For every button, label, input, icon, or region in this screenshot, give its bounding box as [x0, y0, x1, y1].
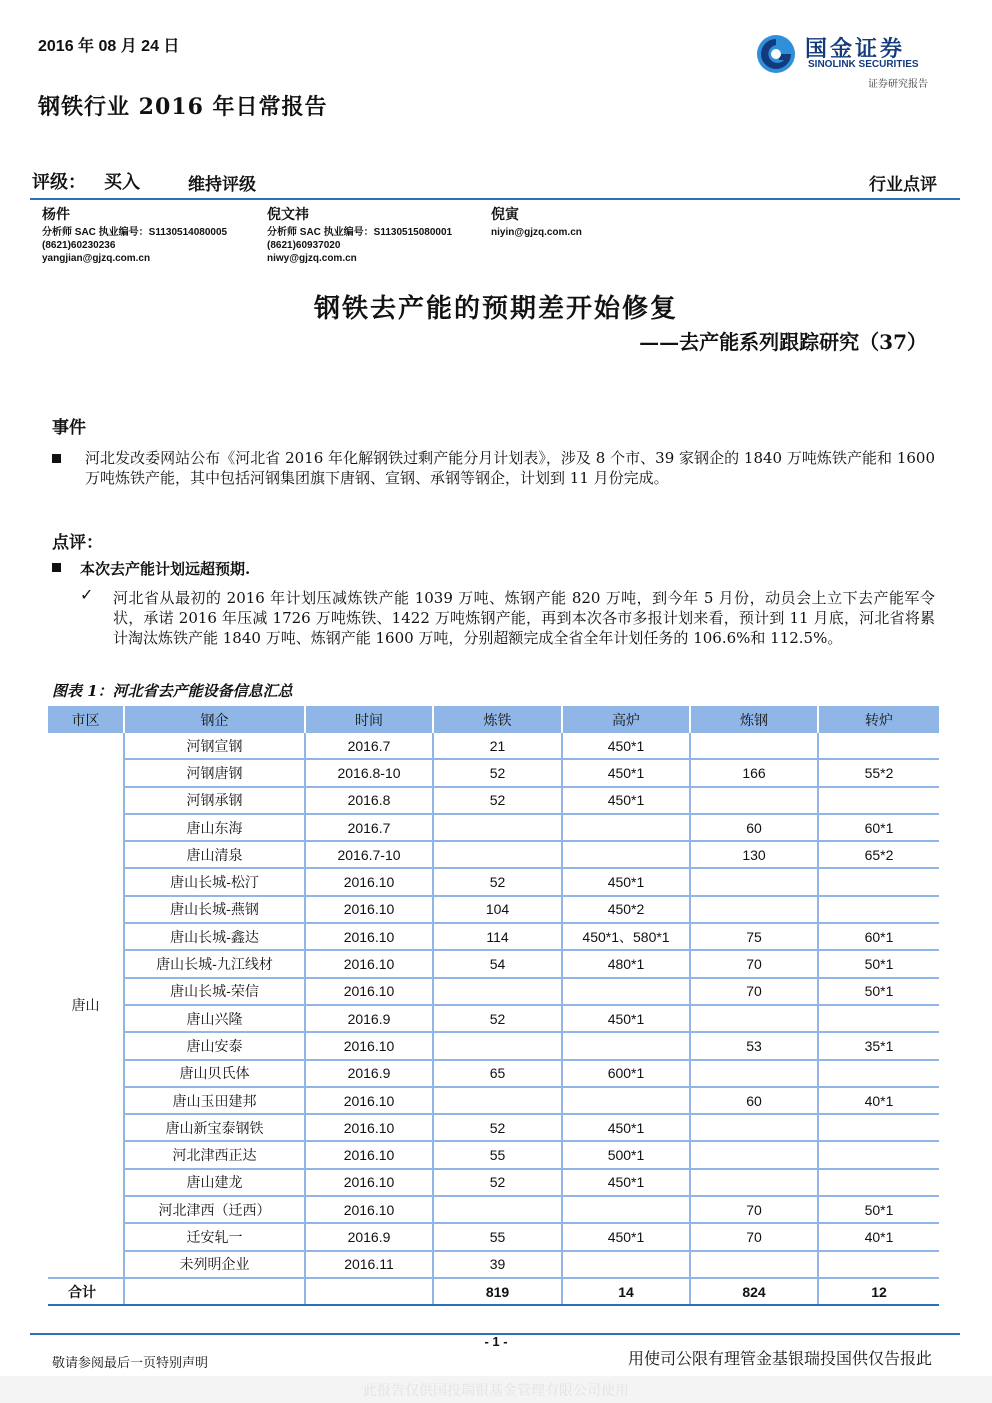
rating-value: 买入 [104, 172, 140, 193]
value-cell [818, 1060, 939, 1087]
company-cell: 唐山建龙 [124, 1169, 305, 1196]
city-cell: 唐山 [48, 733, 124, 1278]
comment-heading: 点评： [52, 533, 103, 553]
value-cell [433, 1087, 562, 1114]
company-cell: 河钢宣钢 [124, 733, 305, 759]
watermark-text: 此报告仅供国投瑞银基金管理有限公司使用 [363, 1383, 629, 1399]
value-cell: 2016.7 [305, 814, 433, 841]
table-row [48, 841, 939, 868]
value-cell: 50*1 [818, 950, 939, 977]
company-cell: 河北津西正达 [124, 1141, 305, 1168]
value-cell: 50*1 [818, 978, 939, 1005]
value-cell [562, 814, 690, 841]
value-cell [562, 841, 690, 868]
value-cell: 450*1 [562, 868, 690, 895]
value-cell [562, 978, 690, 1005]
analyst-email[interactable]: yangjian@gjzq.com.cn [42, 253, 151, 264]
table-row [48, 1251, 939, 1278]
value-cell: 450*1 [562, 787, 690, 814]
analyst-sac: 分析师 SAC 执业编号：S1130515080001 [267, 227, 453, 238]
total-cell [124, 1278, 305, 1305]
value-cell: 2016.10 [305, 1141, 433, 1168]
value-cell: 40*1 [818, 1223, 939, 1250]
value-cell: 2016.10 [305, 1032, 433, 1059]
logo-mark-icon [755, 33, 797, 75]
table-header-row [48, 706, 939, 733]
company-cell: 唐山贝氏体 [124, 1060, 305, 1087]
analyst-name: 倪寅 [491, 207, 519, 223]
value-cell: 500*1 [562, 1141, 690, 1168]
column-header: 时间 [305, 706, 433, 733]
logo-en-text: SINOLINK SECURITIES [808, 59, 919, 70]
value-cell [433, 814, 562, 841]
total-label: 合计 [48, 1278, 124, 1305]
table-body [48, 733, 939, 1305]
comment-point: 本次去产能计划远超预期. [80, 560, 251, 578]
capacity-table [48, 706, 939, 1306]
comment-detail: 河北省从最初的 2016 年计划压减炼铁产能 1039 万吨、炼钢产能 820 万吨，到今年 5 月份，动员会上立下去产能军令状，承诺 2016 年压减 1726 万吨炼铁、1422 万吨炼钢产能，再到本次各市多报计划来看，预计到 11 月底，河北省将累计淘汰炼铁产能 1840 万吨、炼钢产能 1600 万吨，分别超额完成全省全年计划任务的 106.6%和 112.5%。 [113, 589, 935, 647]
company-cell: 迁安轧一 [124, 1223, 305, 1250]
analyst-card [267, 209, 497, 265]
value-cell: 450*1 [562, 1169, 690, 1196]
value-cell: 60 [690, 1087, 818, 1114]
company-cell: 唐山长城-燕钢 [124, 896, 305, 923]
table-row [48, 950, 939, 977]
company-cell: 河钢唐钢 [124, 759, 305, 786]
value-cell: 55 [433, 1223, 562, 1250]
value-cell: 52 [433, 868, 562, 895]
value-cell: 53 [690, 1032, 818, 1059]
company-cell: 唐山长城-九江线材 [124, 950, 305, 977]
value-cell: 52 [433, 1005, 562, 1032]
value-cell: 450*1、580*1 [562, 923, 690, 950]
page-number: - 1 - [484, 1334, 508, 1349]
value-cell [690, 1141, 818, 1168]
table-row [48, 1060, 939, 1087]
value-cell: 2016.9 [305, 1005, 433, 1032]
column-header: 转炉 [818, 706, 939, 733]
company-cell: 唐山长城-荣信 [124, 978, 305, 1005]
value-cell [818, 868, 939, 895]
total-cell: 14 [562, 1278, 690, 1305]
company-cell: 唐山清泉 [124, 841, 305, 868]
footer-notice: 用使司公限有理管金基银瑞投国供仅告报此 [627, 1351, 932, 1368]
value-cell: 600*1 [562, 1060, 690, 1087]
value-cell: 2016.9 [305, 1060, 433, 1087]
value-cell: 450*2 [562, 896, 690, 923]
report-title: 钢铁去产能的预期差开始修复 [313, 294, 678, 324]
value-cell: 2016.11 [305, 1251, 433, 1278]
sinolink-logo [755, 30, 955, 92]
company-cell: 河北津西（迁西） [124, 1196, 305, 1223]
event-heading: 事件 [52, 418, 86, 438]
value-cell: 2016.7 [305, 733, 433, 759]
company-cell: 河钢承钢 [124, 787, 305, 814]
report-series: 钢铁行业 2016 年日常报告 [38, 94, 328, 120]
value-cell: 2016.8 [305, 787, 433, 814]
analyst-name: 杨件 [42, 207, 70, 223]
table-row [48, 978, 939, 1005]
value-cell [818, 896, 939, 923]
value-cell [690, 1114, 818, 1141]
rating-note: 维持评级 [188, 175, 256, 195]
rating-row [32, 168, 937, 196]
total-cell: 12 [818, 1278, 939, 1305]
column-header: 市区 [48, 706, 124, 733]
column-header: 炼铁 [433, 706, 562, 733]
table-title: 图表 1：河北省去产能设备信息汇总 [52, 682, 293, 700]
value-cell [562, 1251, 690, 1278]
value-cell: 2016.10 [305, 1114, 433, 1141]
value-cell [818, 1251, 939, 1278]
company-cell: 唐山兴隆 [124, 1005, 305, 1032]
square-bullet-icon [52, 563, 61, 572]
value-cell: 55 [433, 1141, 562, 1168]
value-cell: 450*1 [562, 759, 690, 786]
logo-cn-text: 国金证券 [805, 36, 906, 62]
value-cell [433, 1032, 562, 1059]
value-cell: 39 [433, 1251, 562, 1278]
value-cell: 21 [433, 733, 562, 759]
value-cell: 2016.10 [305, 1169, 433, 1196]
value-cell [562, 1196, 690, 1223]
value-cell: 70 [690, 978, 818, 1005]
total-cell: 819 [433, 1278, 562, 1305]
value-cell: 2016.10 [305, 1087, 433, 1114]
company-cell: 唐山玉田建邦 [124, 1087, 305, 1114]
value-cell [433, 978, 562, 1005]
value-cell: 52 [433, 759, 562, 786]
table-row [48, 923, 939, 950]
table-row [48, 814, 939, 841]
company-cell: 唐山新宝泰钢铁 [124, 1114, 305, 1141]
value-cell: 50*1 [818, 1196, 939, 1223]
value-cell: 2016.10 [305, 896, 433, 923]
company-cell: 唐山长城-鑫达 [124, 923, 305, 950]
checkmark-icon: ✓ [80, 585, 94, 604]
value-cell: 2016.10 [305, 868, 433, 895]
value-cell: 2016.10 [305, 1196, 433, 1223]
value-cell: 480*1 [562, 950, 690, 977]
value-cell [433, 1196, 562, 1223]
table-row [48, 733, 939, 759]
value-cell: 450*1 [562, 733, 690, 759]
table-row [48, 759, 939, 786]
analyst-card [42, 209, 272, 265]
value-cell: 54 [433, 950, 562, 977]
value-cell: 60 [690, 814, 818, 841]
total-row [48, 1278, 939, 1305]
value-cell [433, 841, 562, 868]
value-cell: 2016.7-10 [305, 841, 433, 868]
table-row [48, 1169, 939, 1196]
value-cell: 450*1 [562, 1223, 690, 1250]
value-cell [690, 868, 818, 895]
company-cell: 未列明企业 [124, 1251, 305, 1278]
table-row [48, 868, 939, 895]
value-cell [690, 896, 818, 923]
value-cell: 166 [690, 759, 818, 786]
logo-sub-text: 证券研究报告 [868, 79, 928, 90]
report-date: 2016 年 08 月 24 日 [38, 38, 180, 55]
value-cell [690, 1251, 818, 1278]
report-type: 行业点评 [869, 175, 937, 195]
table-row [48, 1032, 939, 1059]
value-cell: 2016.8-10 [305, 759, 433, 786]
value-cell: 52 [433, 1169, 562, 1196]
table-row [48, 896, 939, 923]
value-cell: 35*1 [818, 1032, 939, 1059]
table-row [48, 1141, 939, 1168]
value-cell: 65 [433, 1060, 562, 1087]
value-cell [690, 733, 818, 759]
value-cell [690, 1060, 818, 1087]
value-cell [562, 1032, 690, 1059]
company-cell: 唐山长城-松汀 [124, 868, 305, 895]
analyst-sac: 分析师 SAC 执业编号：S1130514080005 [42, 227, 228, 238]
company-cell: 唐山安泰 [124, 1032, 305, 1059]
value-cell [562, 1087, 690, 1114]
company-cell: 唐山东海 [124, 814, 305, 841]
value-cell: 60*1 [818, 923, 939, 950]
table-row [48, 1196, 939, 1223]
value-cell: 450*1 [562, 1005, 690, 1032]
value-cell: 2016.10 [305, 923, 433, 950]
value-cell: 104 [433, 896, 562, 923]
total-cell: 824 [690, 1278, 818, 1305]
value-cell [818, 1005, 939, 1032]
report-subtitle: ——去产能系列跟踪研究（37） [639, 330, 927, 354]
value-cell: 450*1 [562, 1114, 690, 1141]
header-divider [30, 198, 960, 200]
value-cell: 75 [690, 923, 818, 950]
rating-label: 评级： [32, 172, 86, 193]
value-cell [818, 787, 939, 814]
analyst-email[interactable]: niwy@gjzq.com.cn [267, 253, 357, 264]
value-cell: 70 [690, 1223, 818, 1250]
value-cell [818, 1169, 939, 1196]
value-cell [690, 787, 818, 814]
table-row [48, 1005, 939, 1032]
value-cell: 40*1 [818, 1087, 939, 1114]
analyst-email[interactable]: niyin@gjzq.com.cn [491, 227, 582, 238]
value-cell [690, 1005, 818, 1032]
value-cell: 130 [690, 841, 818, 868]
table-row [48, 1087, 939, 1114]
table-row [48, 787, 939, 814]
footer-disclaimer: 敬请参阅最后一页特别声明 [52, 1356, 209, 1371]
column-header: 炼钢 [690, 706, 818, 733]
square-bullet-icon [52, 454, 61, 463]
analyst-name: 倪文祎 [267, 207, 309, 223]
value-cell [818, 733, 939, 759]
value-cell: 52 [433, 787, 562, 814]
value-cell: 60*1 [818, 814, 939, 841]
value-cell [818, 1114, 939, 1141]
analyst-phone: (8621)60937020 [267, 240, 341, 251]
analyst-phone: (8621)60230236 [42, 240, 116, 251]
value-cell: 52 [433, 1114, 562, 1141]
table-row [48, 1223, 939, 1250]
value-cell: 65*2 [818, 841, 939, 868]
value-cell: 70 [690, 1196, 818, 1223]
column-header: 钢企 [124, 706, 305, 733]
value-cell [690, 1169, 818, 1196]
value-cell: 55*2 [818, 759, 939, 786]
value-cell: 70 [690, 950, 818, 977]
event-text: 河北发改委网站公布《河北省 2016 年化解钢铁过剩产能分月计划表》，涉及 8 个市、39 家钢企的 1840 万吨炼铁产能和 1600 万吨炼铁产能，其中包括河钢集团旗下唐钢、宣钢、承钢等钢企，计划到 11 月份完成。 [85, 449, 935, 487]
column-header: 高炉 [562, 706, 690, 733]
analyst-card [491, 209, 721, 239]
table-row [48, 1114, 939, 1141]
value-cell: 2016.10 [305, 978, 433, 1005]
value-cell: 114 [433, 923, 562, 950]
total-cell [305, 1278, 433, 1305]
value-cell: 2016.10 [305, 950, 433, 977]
value-cell [818, 1141, 939, 1168]
value-cell: 2016.9 [305, 1223, 433, 1250]
